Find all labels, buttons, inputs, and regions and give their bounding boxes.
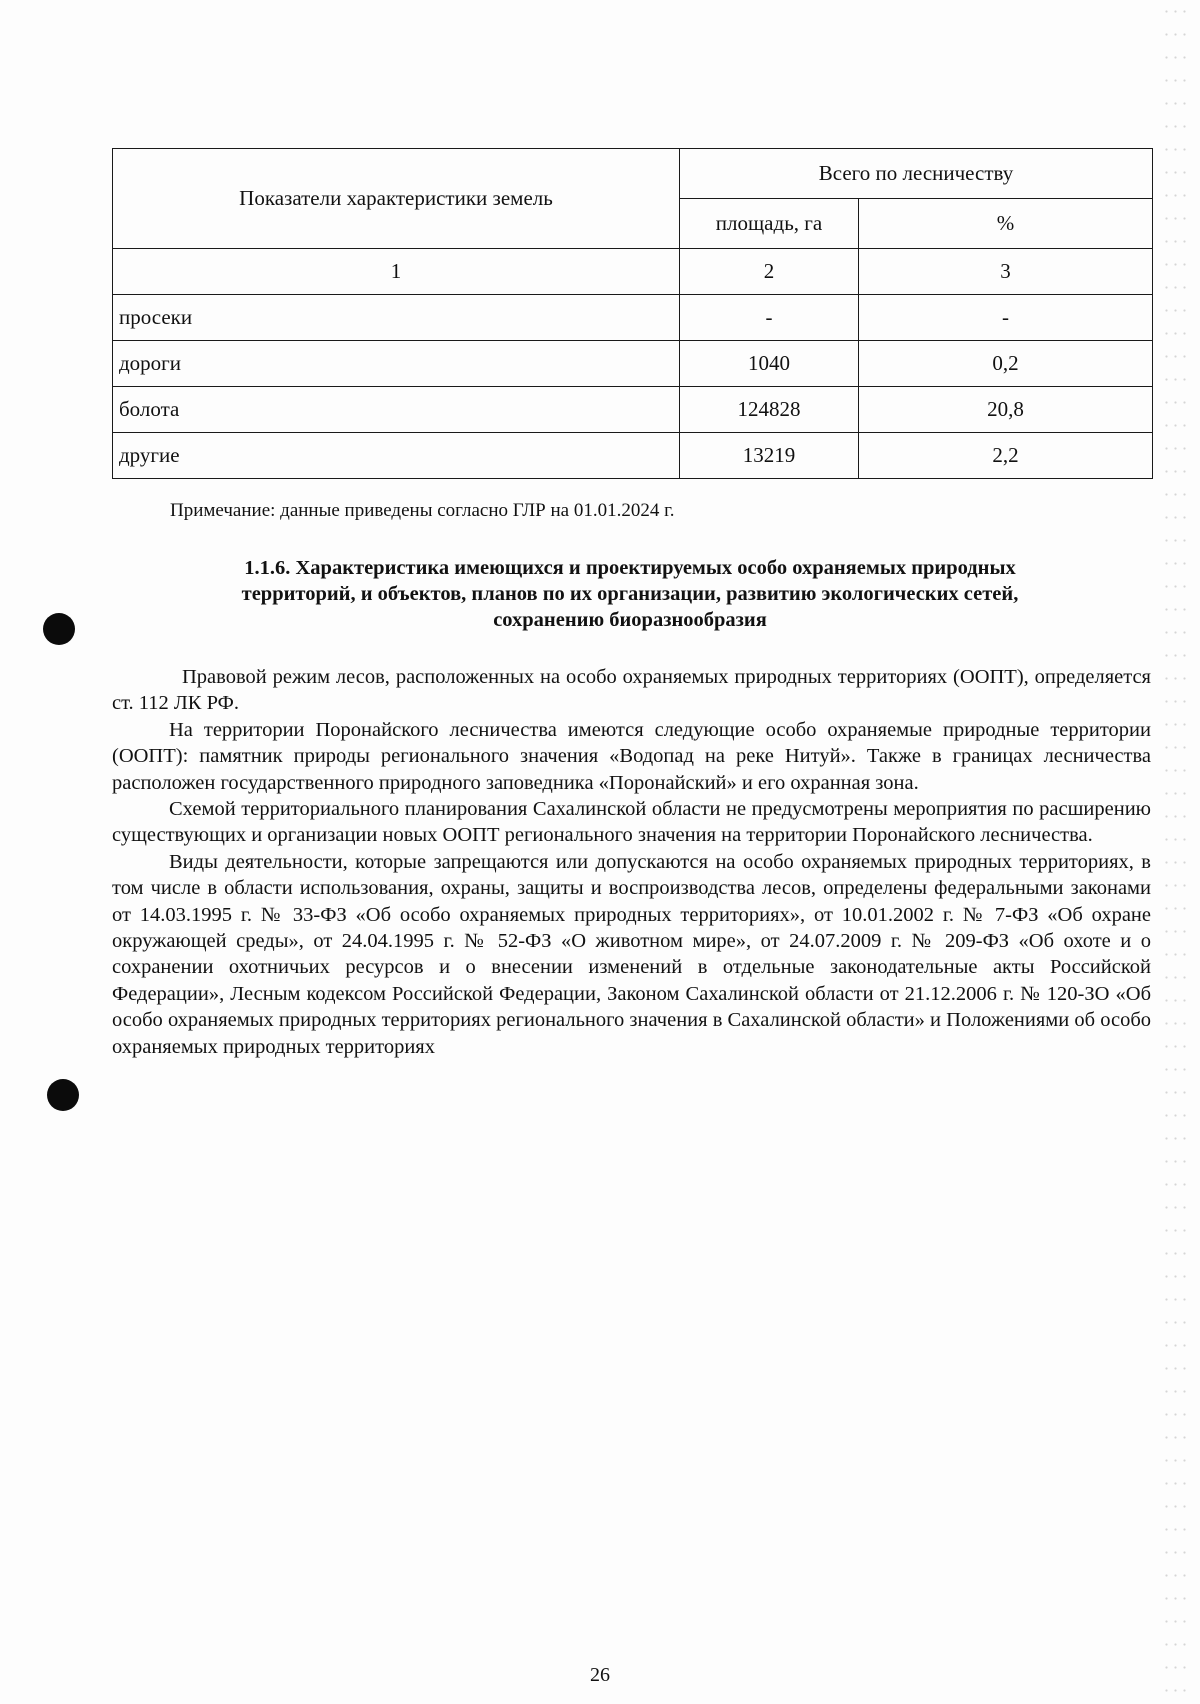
row-percent: 0,2 <box>859 341 1153 387</box>
row-name: дороги <box>113 341 680 387</box>
table-row <box>113 387 1153 433</box>
section-heading <box>110 555 1150 633</box>
table-row <box>113 295 1153 341</box>
col-number: 2 <box>680 249 859 295</box>
paragraph: Схемой территориального планирования Сахалинской области не предусмотрены мероприятия по расширению существующих и организации новых ООПТ регионального значения на территории Поронайского лесничества. <box>112 798 1151 847</box>
row-area: 13219 <box>680 433 859 479</box>
row-percent: 20,8 <box>859 387 1153 433</box>
table-number-row <box>113 249 1153 295</box>
punch-hole <box>47 1079 79 1111</box>
punch-hole <box>43 613 75 645</box>
header-indicators: Показатели характеристики земель <box>113 149 680 249</box>
header-total: Всего по лесничеству <box>680 149 1153 199</box>
page-number: 26 <box>590 1664 610 1686</box>
header-percent: % <box>859 199 1153 249</box>
col-number: 3 <box>859 249 1153 295</box>
row-name: болота <box>113 387 680 433</box>
row-percent: 2,2 <box>859 433 1153 479</box>
col-number: 1 <box>113 249 680 295</box>
paragraph: Правовой режим лесов, расположенных на особо охраняемых природных территориях (ООПТ), определяется ст. 112 ЛК РФ. <box>112 666 1151 715</box>
section-heading-line: 1.1.6. Характеристика имеющихся и проектируемых особо охраняемых природных <box>244 557 1016 579</box>
row-name: другие <box>113 433 680 479</box>
section-heading-line: территорий, и объектов, планов по их организации, развитию экологических сетей, <box>241 583 1019 605</box>
row-name: просеки <box>113 295 680 341</box>
table-row <box>113 433 1153 479</box>
table-header-row <box>113 149 1153 199</box>
row-percent: - <box>859 295 1153 341</box>
paragraph: Виды деятельности, которые запрещаются или допускаются на особо охраняемых природных территориях, в том числе в области использования, охраны, защиты и воспроизводства лесов, определены федеральными законами от 14.03.1995 г. № 33-ФЗ «Об особо охраняемых природных территориях», от 10.01.2002 г. № 7-ФЗ «Об охране окружающей среды», от 24.04.1995 г. № 52-ФЗ «О животном мире», от 24.07.2009 г. № 209-ФЗ «Об охоте и о сохранении охотничьих ресурсов и о внесении изменений в отдельные законодательные акты Российской Федерации», Лесным кодексом Российской Федерации, Законом Сахалинской области от 21.12.2006 г. № 120-ЗО «Об особо охраняемых природных территориях регионального значения в Сахалинской области» и Положениями об особо охраняемых природных территориях <box>112 850 1151 1058</box>
body-text <box>112 664 1151 1060</box>
row-area: - <box>680 295 859 341</box>
section-heading-line: сохранению биоразнообразия <box>493 609 767 631</box>
land-characteristics-table <box>112 148 1153 479</box>
header-area: площадь, га <box>680 199 859 249</box>
table-note: Примечание: данные приведены согласно ГЛР на 01.01.2024 г. <box>170 500 675 521</box>
table-row <box>113 341 1153 387</box>
row-area: 1040 <box>680 341 859 387</box>
paragraph: На территории Поронайского лесничества имеются следующие особо охраняемые природные территории (ООПТ): памятник природы регионального значения «Водопад на реке Нитуй». Также в границах лесничества расположен государственного природного заповедника «Поронайский» и его охранная зона. <box>112 718 1151 794</box>
row-area: 124828 <box>680 387 859 433</box>
scan-edge-noise <box>1162 0 1192 1704</box>
